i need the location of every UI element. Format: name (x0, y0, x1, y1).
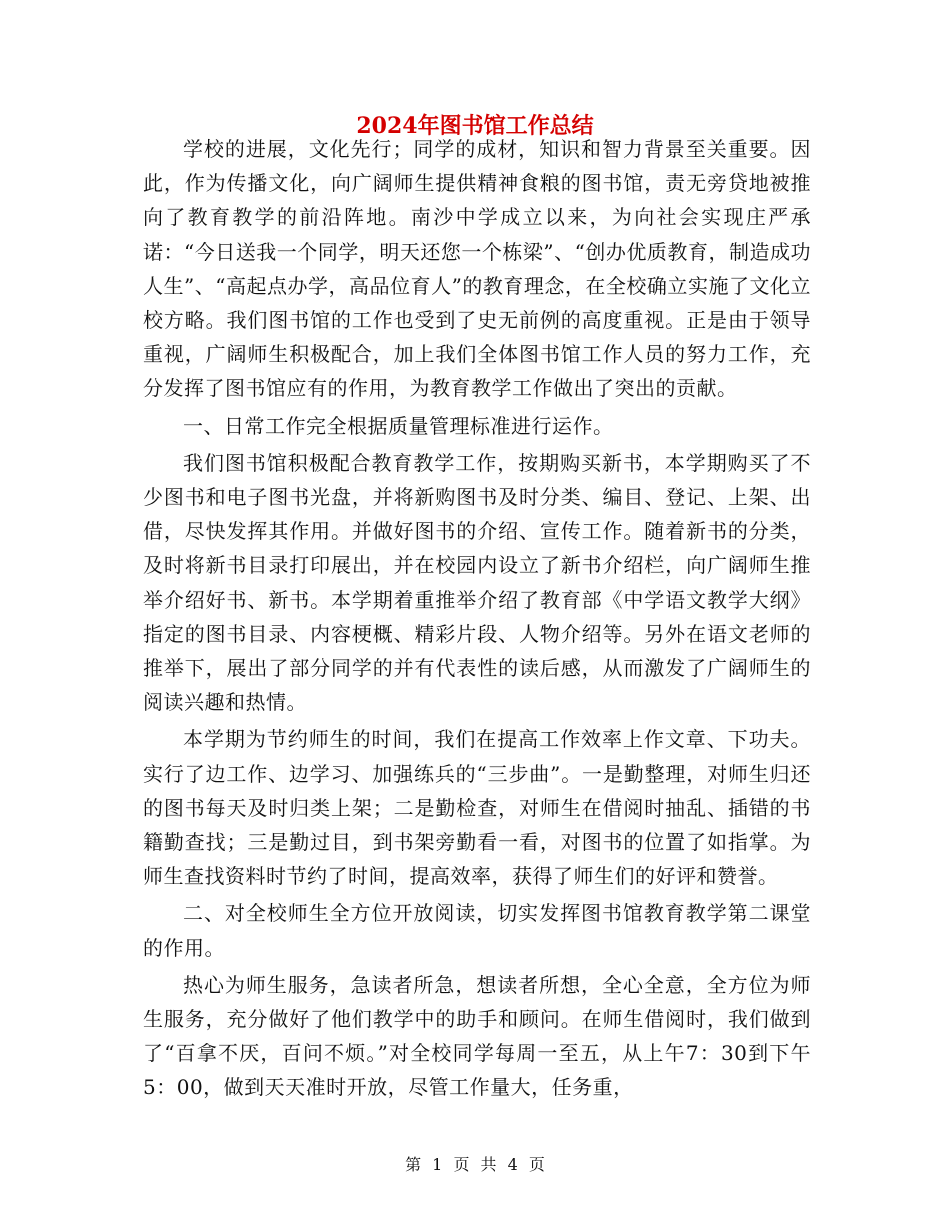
document-body (143, 132, 811, 1108)
section-heading-2: 二、对全校师生全方位开放阅读，切实发挥图书馆教育教学第二课堂的作用。 (143, 901, 811, 960)
paragraph-service: 热心为师生服务，急读者所急，想读者所想，全心全意，全方位为师生服务，充分做好了他们教学中的助手和顾问。在师生借阅时，我们做到了“百拿不厌，百问不烦。”对全校同学每周一至五，从上午7：30到下午5：00，做到天天准时开放，尽管工作量大，任务重， (143, 972, 811, 1100)
paragraph-efficiency: 本学期为节约师生的时间，我们在提高工作效率上作文章、下功夫。实行了边工作、边学习、加强练兵的“三步曲”。一是勤整理，对师生归还的图书每天及时归类上架；二是勤检查，对师生在借阅时抽乱、插错的书籍勤查找；三是勤过目，到书架旁勤看一看，对图书的位置了如指掌。为师生查找资料时节约了时间，提高效率，获得了师生们的好评和赞誉。 (143, 727, 811, 889)
document-title: 2024年图书馆工作总结 (356, 113, 594, 139)
page-number-footer: 第 1 页 共 4 页 (405, 1155, 545, 1174)
paragraph-intro: 学校的进展，文化先行；同学的成材，知识和智力背景至关重要。因此，作为传播文化，向广阔师生提供精神食粮的图书馆，责无旁贷地被推向了教育教学的前沿阵地。南沙中学成立以来，为向社会实现庄严承诺：“今日送我一个同学，明天还您一个栋梁”、“创办优质教育，制造成功人生”、“高起点办学，高品位育人”的教育理念，在全校确立实施了文化立校方略。我们图书馆的工作也受到了史无前例的高度重视。正是由于领导重视，广阔师生积极配合，加上我们全体图书馆工作人员的努力工作，充分发挥了图书馆应有的作用，为教育教学工作做出了突出的贡献。 (143, 137, 811, 401)
section-heading-1: 一、日常工作完全根据质量管理标准进行运作。 (183, 413, 614, 438)
paragraph-new-books: 我们图书馆积极配合教育教学工作，按期购买新书，本学期购买了不少图书和电子图书光盘，并将新购图书及时分类、编目、登记、上架、出借，尽快发挥其作用。并做好图书的介绍、宣传工作。随着新书的分类，及时将新书目录打印展出，并在校园内设立了新书介绍栏，向广阔师生推举介绍好书、新书。本学期着重推举介绍了教育部《中学语文教学大纲》指定的图书目录、内容梗概、精彩片段、人物介绍等。另外在语文老师的推举下，展出了部分同学的并有代表性的读后感，从而激发了广阔师生的阅读兴趣和热情。 (143, 450, 811, 715)
